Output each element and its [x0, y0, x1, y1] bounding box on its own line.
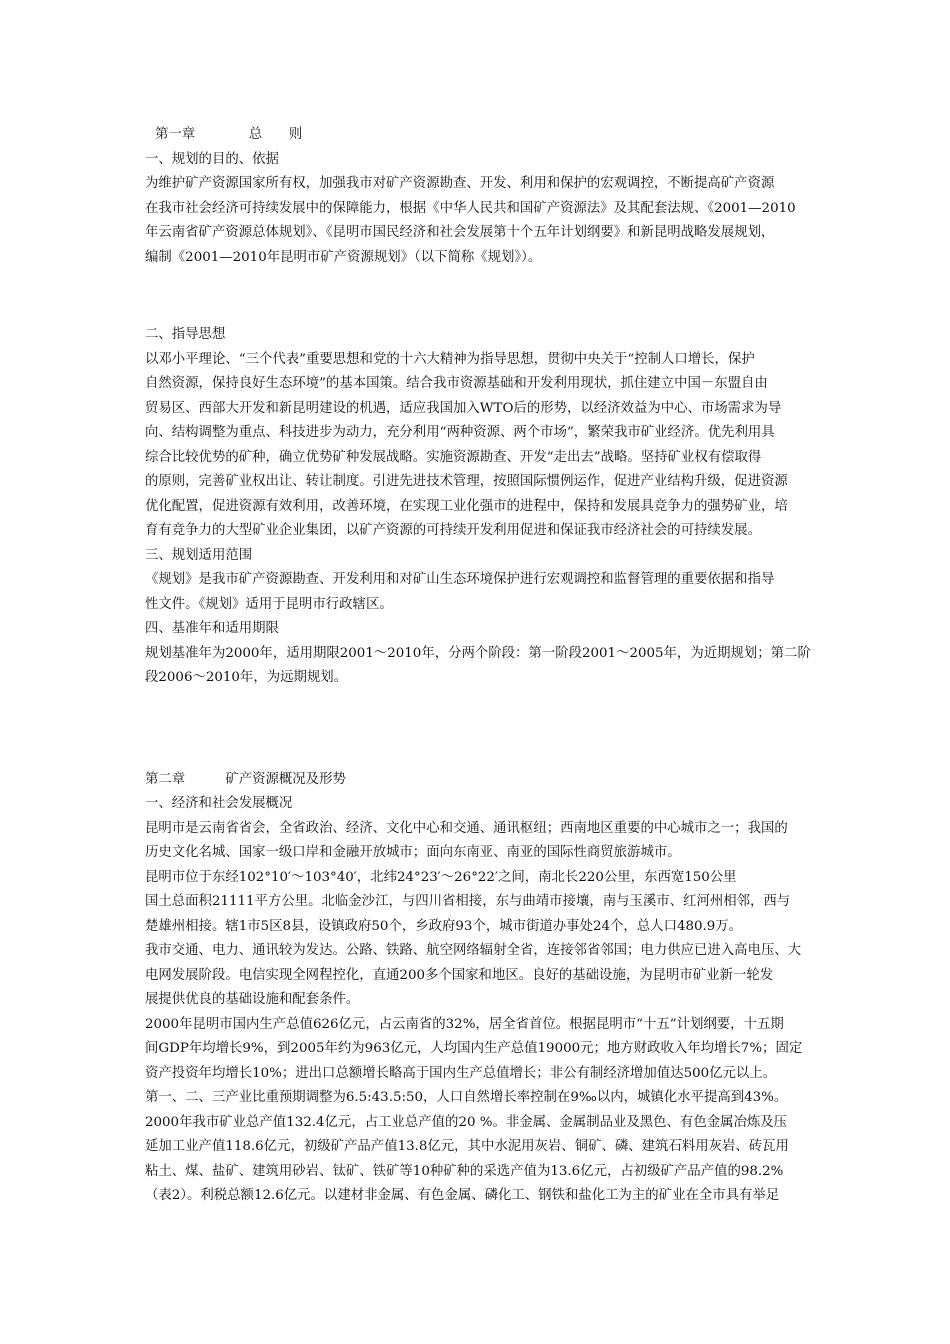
chapter-2-title: 第二章 矿产资源概况及形势	[145, 771, 346, 787]
paragraph-line: 的原则，完善矿业权出让、转让制度。引进先进技术管理，按照国际惯例运作，促进产业结构升级，促进资源	[145, 474, 788, 489]
paragraph-line: 综合比较优势的矿种，确立优势矿种发展战略。实施资源勘查、开发“走出去”战略。坚持矿业权有偿取得	[145, 449, 762, 465]
paragraph-line: 第一、二、三产业比重预期调整为6.5:43.5:50，人口自然增长率控制在9‰以内，城镇化水平提高到43%。	[145, 1090, 788, 1105]
paragraph-line: 2000年昆明市国内生产总值626亿元，占云南省的32%，居全省首位。根据昆明市“十五”计划纲要，十五期	[145, 1016, 784, 1032]
paragraph-line: 我市交通、电力、通讯较为发达。公路、铁路、航空网络辐射全省，连接邻省邻国；电力供应已进入高电压、大	[145, 943, 802, 958]
paragraph-line: 年云南省矿产资源总体规划》、《昆明市国民经济和社会发展第十个五年计划纲要》和新昆明战略发展规划，	[145, 225, 775, 240]
paragraph-line: 以邓小平理论、“三个代表”重要思想和党的十六大精神为指导思想，贯彻中央关于“控制人口增长，保护	[145, 351, 755, 367]
paragraph-line: （表2）。利税总额12.6亿元。以建材非金属、有色金属、磷化工、钢铁和盐化工为主的矿业在全市具有举足	[145, 1188, 780, 1203]
paragraph-line: 《规划》是我市矿产资源勘查、开发利用和对矿山生态环境保护进行宏观调控和监督管理的重要依据和指导	[145, 572, 775, 587]
paragraph-line: 优化配置，促进资源有效利用，改善环境，在实现工业化强市的进程中，保持和发展具竞争力的强势矿业，培	[145, 498, 788, 514]
paragraph-line: 历史文化名城、国家一级口岸和金融开放城市；面向东南亚、南亚的国际性商贸旅游城市。	[145, 845, 681, 860]
document-page	[145, 123, 813, 1209]
paragraph-line: 国土总面积21111平方公里。北临金沙江，与四川省相接，东与曲靖市接壤，南与玉溪市、红河州相邻，西与	[145, 894, 791, 909]
paragraph-line: 2000年我市矿业总产值132.4亿元，占工业总产值的20 %。非金属、金属制品业及黑色、有色金属冶炼及压	[145, 1114, 788, 1130]
section-heading: 二、指导思想	[145, 327, 226, 342]
paragraph-line: 育有竞争力的大型矿业企业集团，以矿产资源的可持续开发利用促进和保证我市经济社会的可持续发展。	[145, 523, 761, 538]
paragraph-line: 向、结构调整为重点、科技进步为动力，充分利用“两种资源、两个市场”，繁荣我市矿业经济。优先利用具	[145, 425, 775, 440]
paragraph-line: 昆明市位于东经102°10′～103°40′，北纬24°23′～26°22′之间，南北长220公里，东西宽150公里	[145, 869, 737, 885]
paragraph-line: 性文件。《规划》适用于昆明市行政辖区。	[145, 596, 393, 612]
section-heading: 三、规划适用范围	[145, 547, 253, 563]
paragraph-line: 电网发展阶段。电信实现全网程控化，直通200多个国家和地区。良好的基础设施，为昆明市矿业新一轮发	[145, 967, 774, 983]
paragraph-line: 在我市社会经济可持续发展中的保障能力，根据《中华人民共和国矿产资源法》及其配套法规、《2001—2010	[145, 200, 796, 216]
paragraph-line: 自然资源，保持良好生态环境”的基本国策。结合我市资源基础和开发利用现状，抓住建立中国－东盟自由	[145, 376, 768, 391]
paragraph-line: 编制《2001—2010年昆明市矿产资源规划》（以下简称《规划》）。	[145, 249, 542, 265]
section-heading: 一、经济和社会发展概况	[145, 796, 293, 811]
paragraph-line: 段2006～2010年，为远期规划。	[145, 670, 348, 685]
paragraph-line: 规划基准年为2000年，适用期限2001～2010年，分两个阶段：第一阶段2001～2005年，为近期规划；第二阶	[145, 645, 811, 661]
section-heading: 四、基准年和适用期限	[145, 621, 279, 636]
paragraph-line: 资产投资年均增长10%；进出口总额增长略高于国内生产总值增长；非公有制经济增加值达500亿元以上。	[145, 1065, 777, 1081]
chapter-1-title: 第一章 总 则	[155, 127, 303, 142]
paragraph-line: 楚雄州相接。辖1市5区8县，设镇政府50个，乡政府93个，城市街道办事处24个，总人口480.9万。	[145, 918, 743, 934]
paragraph-line: 粘土、煤、盐矿、建筑用砂岩、钛矿、铁矿等10种矿种的采选产值为13.6亿元，占初级矿产品产值的98.2%	[145, 1163, 784, 1179]
paragraph-line: 昆明市是云南省省会，全省政治、经济、文化中心和交通、通讯枢纽；西南地区重要的中心城市之一；我国的	[145, 820, 788, 836]
paragraph-line: 延加工业产值118.6亿元，初级矿产品产值13.8亿元，其中水泥用灰岩、铜矿、磷、建筑石料用灰岩、砖瓦用	[145, 1139, 789, 1154]
paragraph-line: 贸易区、西部大开发和新昆明建设的机遇，适应我国加入WTO后的形势，以经济效益为中心、市场需求为导	[145, 400, 782, 416]
paragraph-line: 为维护矿产资源国家所有权，加强我市对矿产资源勘查、开发、利用和保护的宏观调控，不断提高矿产资源	[145, 176, 775, 191]
paragraph-line: 展提供优良的基础设施和配套条件。	[145, 992, 360, 1007]
section-heading: 一、规划的目的、依据	[145, 151, 279, 167]
paragraph-line: 间GDP年均增长9%，到2005年约为963亿元，人均国内生产总值19000元；地方财政收入年均增长7%；固定	[145, 1041, 803, 1056]
